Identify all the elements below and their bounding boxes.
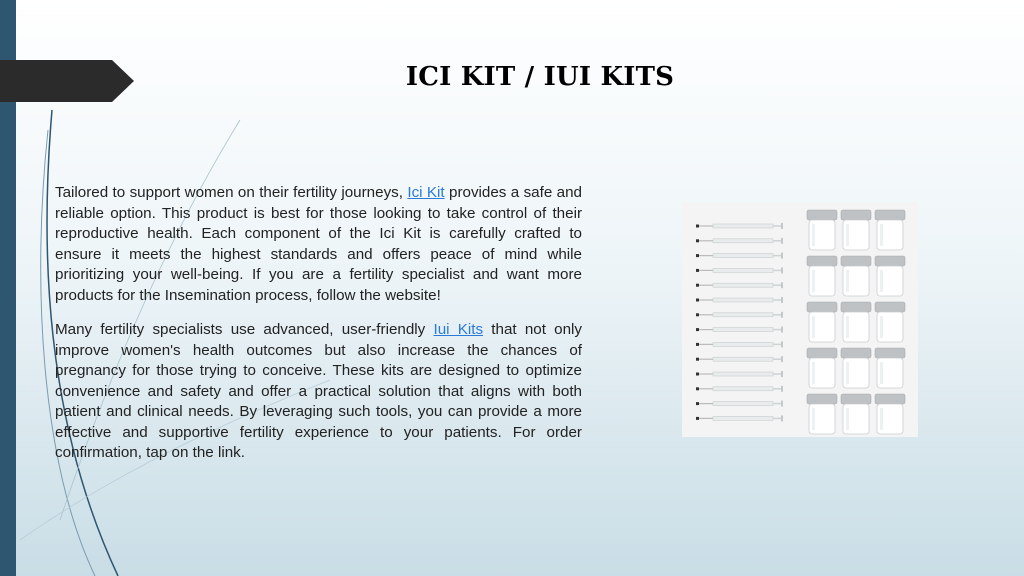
syringe-icon <box>696 312 783 318</box>
paragraph-2: Many fertility specialists use advanced, user-friendly Iui Kits that not only improve women's health outcomes but also increase the chances of pregnancy for those trying to conceive. These kits are designed to optimize convenience and safety and offer a practical solution that aligns with both patient and clinical needs. By leveraging such tools, you can provide a more effective and supportive fertility experience to your patients. For order confirmation, tap on the link. <box>55 321 583 461</box>
specimen-cup-icon <box>841 210 871 250</box>
syringe-icon <box>696 415 783 421</box>
product-image <box>682 202 918 437</box>
specimen-cup-icon <box>875 210 905 250</box>
kit-illustration <box>682 202 918 437</box>
syringe-icon <box>696 356 783 362</box>
title-tab-arrow <box>0 60 134 102</box>
specimen-cup-icon <box>807 348 837 388</box>
specimen-cup-icon <box>807 210 837 250</box>
specimen-cup-icon <box>841 394 871 434</box>
slide-title: ICI KIT / IUI KITS <box>405 62 675 92</box>
syringe-icon <box>696 341 783 347</box>
specimen-cup-icon <box>841 256 871 296</box>
syringe-icon <box>696 327 783 333</box>
syringe-icon <box>696 371 783 377</box>
specimen-cup-icon <box>875 394 905 434</box>
syringe-icon <box>696 223 783 229</box>
syringe-icon <box>696 386 783 392</box>
iui-kits-link[interactable]: Iui Kits <box>433 321 484 338</box>
paragraph-1: Tailored to support women on their fertility journeys, Ici Kit provides a safe and reliable option. This product is best for those looking to take control of their reproductive health. Each component of the Ici Kit is carefully crafted to ensure it meets the highest standards and offers peace of mind while prioritizing your well-being. If you are a fertility specialist and want more products for the Insemination process, follow the website! <box>55 184 582 304</box>
specimen-cup-icon <box>875 256 905 296</box>
specimen-cup-icon <box>807 394 837 434</box>
syringe-icon <box>696 267 783 273</box>
specimen-cup-icon <box>841 348 871 388</box>
specimen-cup-icon <box>875 348 905 388</box>
specimen-cup-icon <box>841 302 871 342</box>
syringe-icon <box>696 253 783 259</box>
specimen-cup-icon <box>807 256 837 296</box>
content-text <box>55 183 582 478</box>
syringe-icon <box>696 401 783 407</box>
ici-kit-link[interactable]: Ici Kit <box>407 184 445 201</box>
specimen-cup-icon <box>875 302 905 342</box>
syringe-icon <box>696 238 783 244</box>
syringe-icon <box>696 297 783 303</box>
specimen-cup-icon <box>807 302 837 342</box>
syringe-icon <box>696 282 783 288</box>
